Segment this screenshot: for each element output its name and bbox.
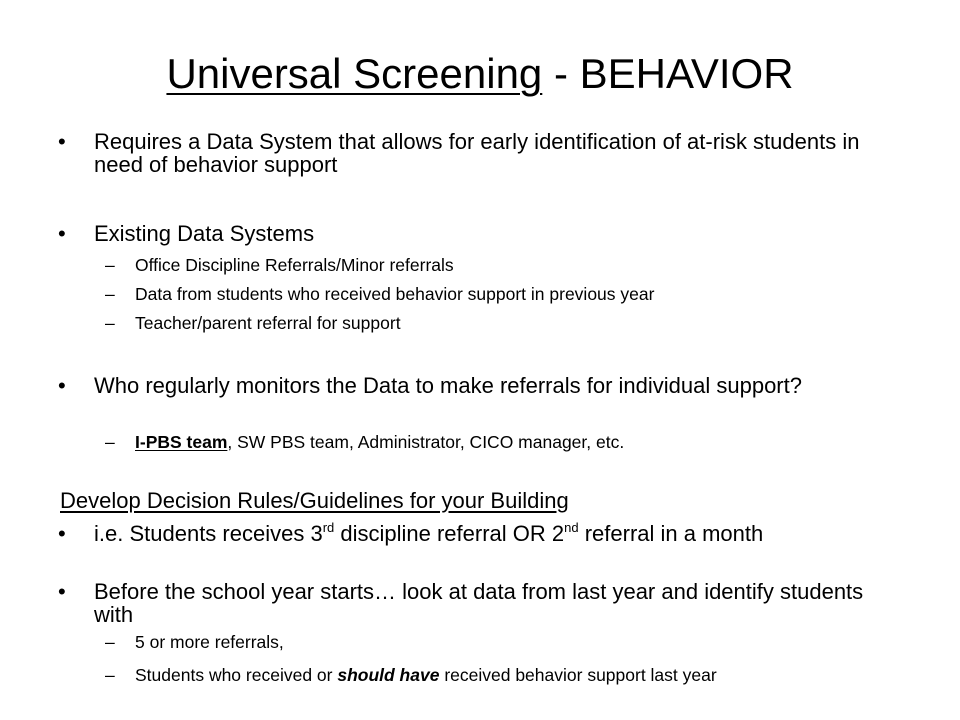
dash-marker: – bbox=[105, 665, 115, 685]
dash-marker: – bbox=[105, 432, 115, 452]
ordinal-nd: nd bbox=[564, 520, 579, 535]
ordinal-rd: rd bbox=[322, 520, 335, 535]
title-rest: - BEHAVIOR bbox=[542, 50, 794, 97]
bullet-data-system bbox=[58, 129, 894, 177]
sub-item-teams bbox=[105, 432, 895, 453]
bullet-before-school-year bbox=[58, 579, 894, 627]
bullet-marker: • bbox=[58, 129, 66, 154]
sub-item-text: Teacher/parent referral for support bbox=[135, 313, 401, 333]
dash-marker: – bbox=[105, 313, 115, 333]
sub-item-text: 5 or more referrals, bbox=[135, 632, 284, 652]
example-text-1: i.e. Students receives 3 bbox=[94, 521, 323, 546]
decision-rules-heading: Develop Decision Rules/Guidelines for your Building bbox=[60, 488, 569, 513]
dash-marker: – bbox=[105, 632, 115, 652]
sub-item-previous-year-data bbox=[105, 284, 895, 305]
bullet-text: Existing Data Systems bbox=[94, 221, 315, 246]
bullet-marker: • bbox=[58, 221, 66, 246]
example-text-3: referral in a month bbox=[578, 521, 764, 546]
bullet-text: Before the school year starts… look at data from last year and identify students with bbox=[94, 579, 864, 627]
bullet-existing-systems bbox=[58, 221, 894, 246]
sub-item-office-referrals bbox=[105, 255, 895, 276]
bullet-example-rule bbox=[58, 520, 894, 546]
title-underlined: Universal Screening bbox=[166, 50, 543, 97]
sub-item-text: Data from students who received behavior support in previous year bbox=[135, 284, 655, 304]
bullet-marker: • bbox=[58, 579, 66, 604]
bullet-who-monitors bbox=[58, 373, 894, 398]
dash-marker: – bbox=[105, 284, 115, 304]
sub-item-text-b: received behavior support last year bbox=[439, 665, 717, 685]
bullet-marker: • bbox=[58, 373, 66, 398]
ipbs-team-link[interactable]: I-PBS team bbox=[135, 432, 228, 452]
sub-item-text: Office Discipline Referrals/Minor referrals bbox=[135, 255, 454, 275]
bullet-text: Who regularly monitors the Data to make referrals for individual support? bbox=[94, 373, 802, 398]
should-have-emphasis: should have bbox=[337, 665, 440, 685]
bullet-marker: • bbox=[58, 521, 66, 546]
slide-title bbox=[0, 46, 960, 102]
sub-item-received-support bbox=[105, 665, 877, 686]
sub-item-teacher-parent-referral bbox=[105, 313, 895, 334]
sub-item-five-referrals bbox=[105, 632, 895, 653]
bullet-text: Requires a Data System that allows for early identification of at-risk students in need of behavior support bbox=[94, 129, 860, 177]
sub-item-text: , SW PBS team, Administrator, CICO manager, etc. bbox=[227, 432, 625, 452]
example-text-2: discipline referral OR 2 bbox=[334, 521, 565, 546]
sub-item-text-a: Students who received or bbox=[135, 665, 338, 685]
dash-marker: – bbox=[105, 255, 115, 275]
